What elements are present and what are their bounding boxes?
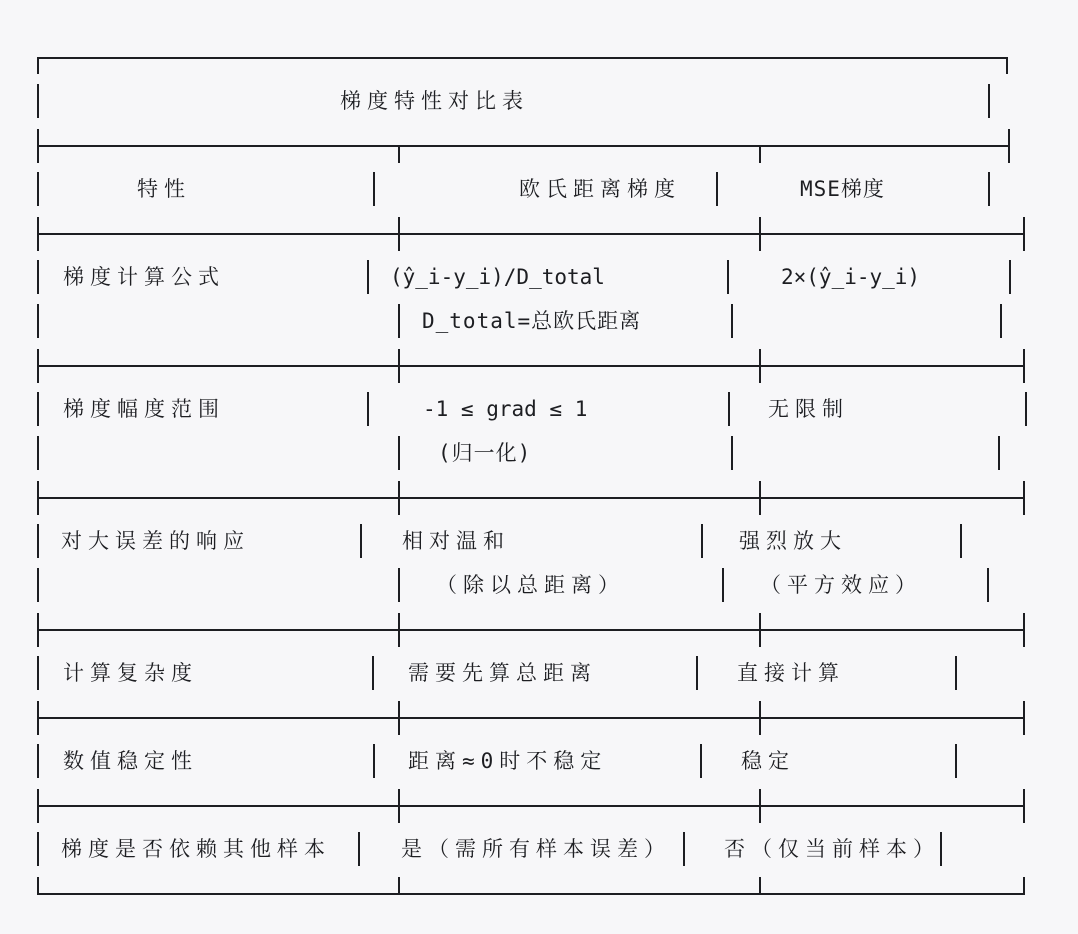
cell-divider-bar [955, 744, 957, 778]
junction-tick [759, 145, 761, 163]
cell-divider-bar [398, 304, 400, 338]
junction-tick [759, 613, 761, 647]
junction-tick [37, 481, 39, 515]
cell-divider-bar [372, 656, 374, 690]
junction-tick [398, 349, 400, 383]
row2-euclidean-range: -1 ≤ grad ≤ 1 [423, 397, 588, 421]
table-title: 梯度特性对比表 [340, 89, 529, 113]
border-row-divider-4 [37, 717, 1025, 719]
row1-mse-formula: 2×(ŷ_i-y_i) [781, 265, 921, 289]
junction-tick [398, 613, 400, 647]
row4-feature-cell: 计算复杂度 [63, 661, 198, 685]
cell-divider-bar [998, 436, 1000, 470]
row3-mse-response: 强烈放大 [739, 529, 847, 553]
junction-tick [37, 613, 39, 647]
cell-divider-bar [37, 524, 39, 558]
cell-divider-bar [728, 392, 730, 426]
cell-divider-bar [1000, 304, 1002, 338]
junction-tick [37, 701, 39, 735]
cell-divider-bar [37, 568, 39, 602]
cell-divider-bar [37, 84, 39, 118]
border-bottom [37, 893, 1025, 895]
junction-tick [1023, 349, 1025, 383]
cell-divider-bar [701, 524, 703, 558]
cell-divider-bar [367, 392, 369, 426]
cell-divider-bar [731, 304, 733, 338]
junction-tick [1008, 129, 1010, 163]
row1-euclidean-formula: (ŷ_i-y_i)/D_total [390, 265, 605, 289]
row3-mse-response-note: （平方效应） [760, 573, 922, 597]
junction-tick [37, 349, 39, 383]
row5-mse-stability: 稳定 [741, 749, 795, 773]
junction-tick [759, 701, 761, 735]
junction-tick [398, 481, 400, 515]
row5-euclidean-stability: 距离≈0时不稳定 [408, 749, 608, 773]
row6-feature-cell: 梯度是否依赖其他样本 [61, 837, 331, 861]
column-header-euclidean-gradient: 欧氏距离梯度 [519, 177, 681, 201]
junction-tick [398, 145, 400, 163]
cell-divider-bar [37, 832, 39, 866]
cell-divider-bar [360, 524, 362, 558]
junction-tick [398, 217, 400, 251]
cell-divider-bar [988, 172, 990, 206]
border-top [37, 57, 1008, 59]
junction-tick [37, 129, 39, 163]
cell-divider-bar [37, 744, 39, 778]
border-row-divider-1 [37, 365, 1025, 367]
column-header-mse-gradient: MSE梯度 [800, 177, 885, 201]
junction-tick [1023, 613, 1025, 647]
junction-tick [759, 481, 761, 515]
row1-feature-cell: 梯度计算公式 [63, 265, 225, 289]
row2-feature-cell: 梯度幅度范围 [63, 397, 225, 421]
cell-divider-bar [696, 656, 698, 690]
row4-mse-complexity: 直接计算 [737, 661, 845, 685]
junction-tick [1023, 701, 1025, 735]
border-row-divider-2 [37, 497, 1025, 499]
row2-mse-range: 无限制 [768, 397, 849, 421]
cell-divider-bar [37, 392, 39, 426]
junction-tick [759, 877, 761, 895]
junction-tick [759, 349, 761, 383]
cell-divider-bar [398, 436, 400, 470]
row2-euclidean-range-note: (归一化) [438, 441, 532, 465]
cell-divider-bar [37, 172, 39, 206]
cell-divider-bar [1009, 260, 1011, 294]
cell-divider-bar [722, 568, 724, 602]
cell-divider-bar [37, 656, 39, 690]
cell-divider-bar [960, 524, 962, 558]
cell-divider-bar [700, 744, 702, 778]
border-row-divider-3 [37, 629, 1025, 631]
border-row-divider-5 [37, 805, 1025, 807]
junction-tick [1023, 789, 1025, 823]
junction-tick [37, 789, 39, 823]
cell-divider-bar [1025, 392, 1027, 426]
cell-divider-bar [955, 656, 957, 690]
row1-euclidean-formula-note: D_total=总欧氏距离 [422, 309, 642, 333]
junction-tick [759, 789, 761, 823]
cell-divider-bar [731, 436, 733, 470]
cell-divider-bar [398, 568, 400, 602]
border-under-header [37, 233, 1025, 235]
cell-divider-bar [37, 436, 39, 470]
cell-divider-bar [716, 172, 718, 206]
junction-tick [759, 217, 761, 251]
cell-divider-bar [37, 260, 39, 294]
border-under-title [37, 145, 1010, 147]
row5-feature-cell: 数值稳定性 [63, 749, 198, 773]
corner-tick [1006, 57, 1008, 74]
cell-divider-bar [37, 304, 39, 338]
cell-divider-bar [988, 84, 990, 118]
row3-euclidean-response-note: （除以总距离） [436, 573, 625, 597]
junction-tick [398, 877, 400, 895]
junction-tick [398, 701, 400, 735]
cell-divider-bar [367, 260, 369, 294]
cell-divider-bar [683, 832, 685, 866]
junction-tick [1023, 481, 1025, 515]
cell-divider-bar [373, 172, 375, 206]
cell-divider-bar [358, 832, 360, 866]
row6-euclidean-dependency: 是（需所有样本误差） [401, 837, 671, 861]
corner-tick [37, 57, 39, 74]
junction-tick [37, 217, 39, 251]
corner-tick [1023, 877, 1025, 895]
corner-tick [37, 877, 39, 895]
cell-divider-bar [373, 744, 375, 778]
row4-euclidean-complexity: 需要先算总距离 [408, 661, 597, 685]
row3-euclidean-response: 相对温和 [402, 529, 510, 553]
cell-divider-bar [987, 568, 989, 602]
row3-feature-cell: 对大误差的响应 [61, 529, 250, 553]
cell-divider-bar [940, 832, 942, 866]
cell-divider-bar [727, 260, 729, 294]
junction-tick [1023, 217, 1025, 251]
column-header-feature: 特性 [137, 177, 191, 201]
junction-tick [398, 789, 400, 823]
row6-mse-dependency: 否（仅当前样本） [724, 837, 940, 861]
